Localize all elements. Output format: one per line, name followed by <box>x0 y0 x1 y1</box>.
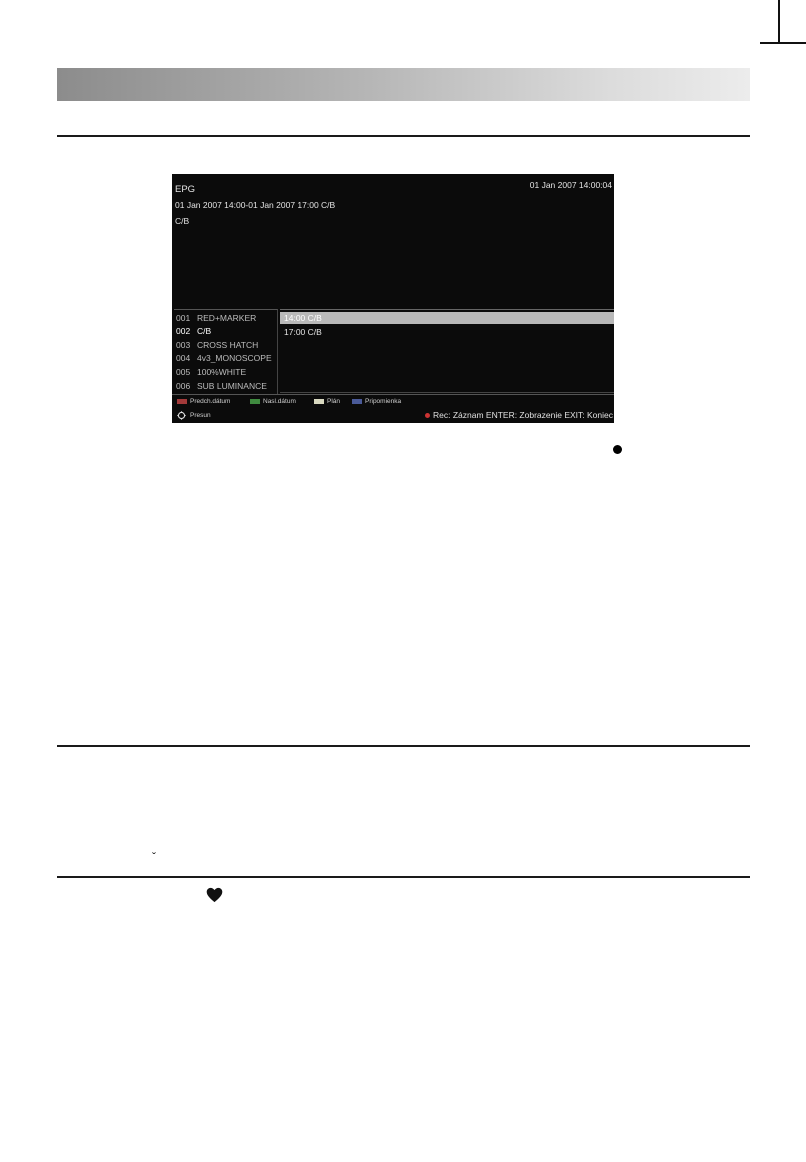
epg-clock: 01 Jan 2007 14:00:04 <box>529 180 612 190</box>
heart-icon <box>206 887 223 903</box>
channel-item[interactable]: 004 4v3_MONOSCOPE <box>176 353 272 363</box>
channel-item[interactable]: 002 C/B <box>176 326 212 336</box>
event-item[interactable]: 14:00 C/B <box>280 312 614 324</box>
red-key-icon <box>177 399 187 404</box>
epg-screenshot <box>172 174 614 423</box>
epg-time-range: 01 Jan 2007 14:00-01 Jan 2007 17:00 C/B <box>175 200 336 210</box>
caron-glyph: ˇ <box>152 850 156 864</box>
crop-mark-vertical <box>778 0 780 42</box>
channel-list <box>174 309 278 394</box>
hint-blue: Pripomienka <box>352 398 401 405</box>
channel-item[interactable]: 001 RED+MARKER <box>176 313 257 323</box>
section-header-band <box>57 68 750 101</box>
blue-key-icon <box>352 399 362 404</box>
hint-green: Nasl.dátum <box>250 398 296 405</box>
hint-keys: Rec: Záznam ENTER: Zobrazenie EXIT: Koniec <box>425 410 613 420</box>
hint-move: Presun <box>177 411 211 420</box>
channel-item[interactable]: 005 100%WHITE <box>176 367 247 377</box>
epg-title: EPG <box>175 184 196 195</box>
record-dot-icon <box>425 413 430 418</box>
section-rule-bottom <box>57 876 750 878</box>
section-rule-top <box>57 135 750 137</box>
bullet-icon <box>613 445 622 454</box>
hint-bar-divider <box>172 394 614 395</box>
channel-item[interactable]: 003 CROSS HATCH <box>176 340 259 350</box>
yellow-key-icon <box>314 399 324 404</box>
epg-programme-name: C/B <box>175 216 190 226</box>
green-key-icon <box>250 399 260 404</box>
channel-item[interactable]: 006 SUB LUMINANCE <box>176 381 267 391</box>
event-list <box>280 309 614 393</box>
hint-red: Predch.dátum <box>177 398 230 405</box>
navigation-arrows-icon <box>177 411 186 420</box>
hint-yellow: Plán <box>314 398 340 405</box>
section-rule-middle <box>57 745 750 747</box>
crop-mark-horizontal <box>760 42 806 44</box>
event-item[interactable]: 17:00 C/B <box>284 327 322 337</box>
